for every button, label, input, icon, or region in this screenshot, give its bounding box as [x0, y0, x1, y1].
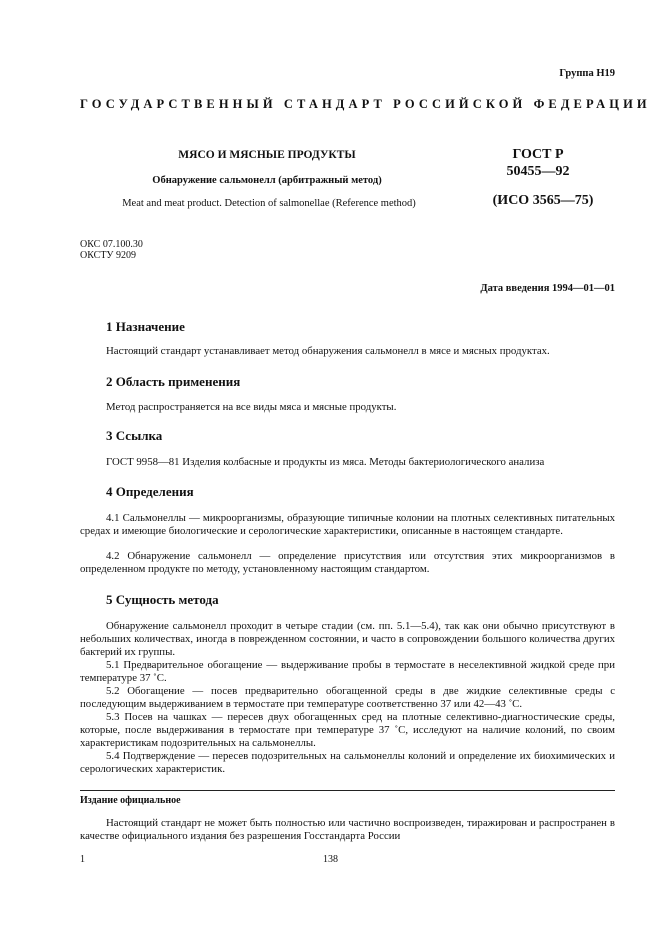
section-5-paragraph-2: 5.2 Обогащение — посев предварительно обогащенной среды в две жидкие селективные среды с последующим выдерживанием в термостате при температуре соответственно 37 или 42—43 ˚С.: [80, 685, 615, 710]
section-5-paragraph-3: 5.3 Посев на чашках — пересев двух обогащенных сред на плотные селективно-диагностические среды, которые, после выдерживания в термостате при температуре 37 ˚С, исследуют на наличие колоний, по своим характеристикам подозрительных на сальмонеллы.: [80, 711, 615, 749]
copyright-notice: Настоящий стандарт не может быть полностью или частично воспроизведен, тиражирован и распространен в качестве официального издания без разрешения Госстандарта России: [80, 817, 615, 842]
classification-codes: [80, 239, 143, 261]
gost-line-1: ГОСТ Р: [512, 147, 564, 162]
footer-mark: 1: [80, 854, 85, 865]
section-3-text: ГОСТ 9958—81 Изделия колбасные и продукты из мяса. Методы бактериологического анализа: [106, 456, 545, 468]
document-title-english: Meat and meat product. Detection of salmonellae (Reference method): [122, 198, 416, 209]
okstu-code: ОКСТУ 9209: [80, 250, 137, 261]
section-3-heading: 3 Ссылка: [106, 428, 163, 443]
introduction-date: Дата введения 1994—01—01: [480, 283, 615, 294]
footer-divider: [80, 790, 615, 791]
group-code: Группа Н19: [559, 68, 615, 79]
section-2-heading: 2 Область применения: [106, 374, 241, 389]
state-standard-title: ГОСУДАРСТВЕННЫЙ СТАНДАРТ РОССИЙСКОЙ ФЕДЕРАЦИИ: [80, 97, 651, 111]
page-number: 138: [323, 854, 338, 865]
gost-line-2: 50455—92: [506, 164, 570, 179]
section-4-paragraph-1: 4.1 Сальмонеллы — микроорганизмы, образующие типичные колонии на плотных селективных питательных средах и имеющие биологические и серологические характеристики, описанные в настоящем стандарте.: [80, 512, 615, 537]
document-title: МЯСО И МЯСНЫЕ ПРОДУКТЫ: [178, 149, 356, 161]
section-5-paragraph-1: 5.1 Предварительное обогащение — выдерживание пробы в термостате в неселективной жидкой среде при температуре 37 ˚С.: [80, 659, 615, 684]
section-2-text: Метод распространяется на все виды мяса и мясные продукты.: [106, 401, 397, 413]
iso-reference: (ИСО 3565—75): [492, 193, 594, 208]
section-5-heading: 5 Сущность метода: [106, 592, 219, 607]
section-1-text: Настоящий стандарт устанавливает метод обнаружения сальмонелл в мясе и мясных продуктах.: [106, 345, 550, 357]
section-4-paragraph-2: 4.2 Обнаружение сальмонелл — определение присутствия или отсутствия этих микроорганизмов в определенном продукте по методу, установленному настоящим стандартом.: [80, 550, 615, 575]
oks-code: ОКС 07.100.30: [80, 239, 143, 250]
section-1-heading: 1 Назначение: [106, 319, 185, 334]
section-5-paragraph-4: 5.4 Подтверждение — пересев подозрительных на сальмонеллы колоний и определение их биохимических и серологических характеристик.: [80, 750, 615, 775]
section-5-paragraph-0: Обнаружение сальмонелл проходит в четыре стадии (см. пп. 5.1—5.4), так как они обычно присутствуют в небольших количествах, иногда в поврежденном состоянии, и часто в сопровождении большого количества других бактерий их группы.: [80, 620, 615, 658]
document-subtitle: Обнаружение сальмонелл (арбитражный метод): [152, 175, 382, 186]
gost-number: [478, 146, 598, 180]
section-4-heading: 4 Определения: [106, 484, 194, 499]
official-edition-label: Издание официальное: [80, 795, 181, 806]
